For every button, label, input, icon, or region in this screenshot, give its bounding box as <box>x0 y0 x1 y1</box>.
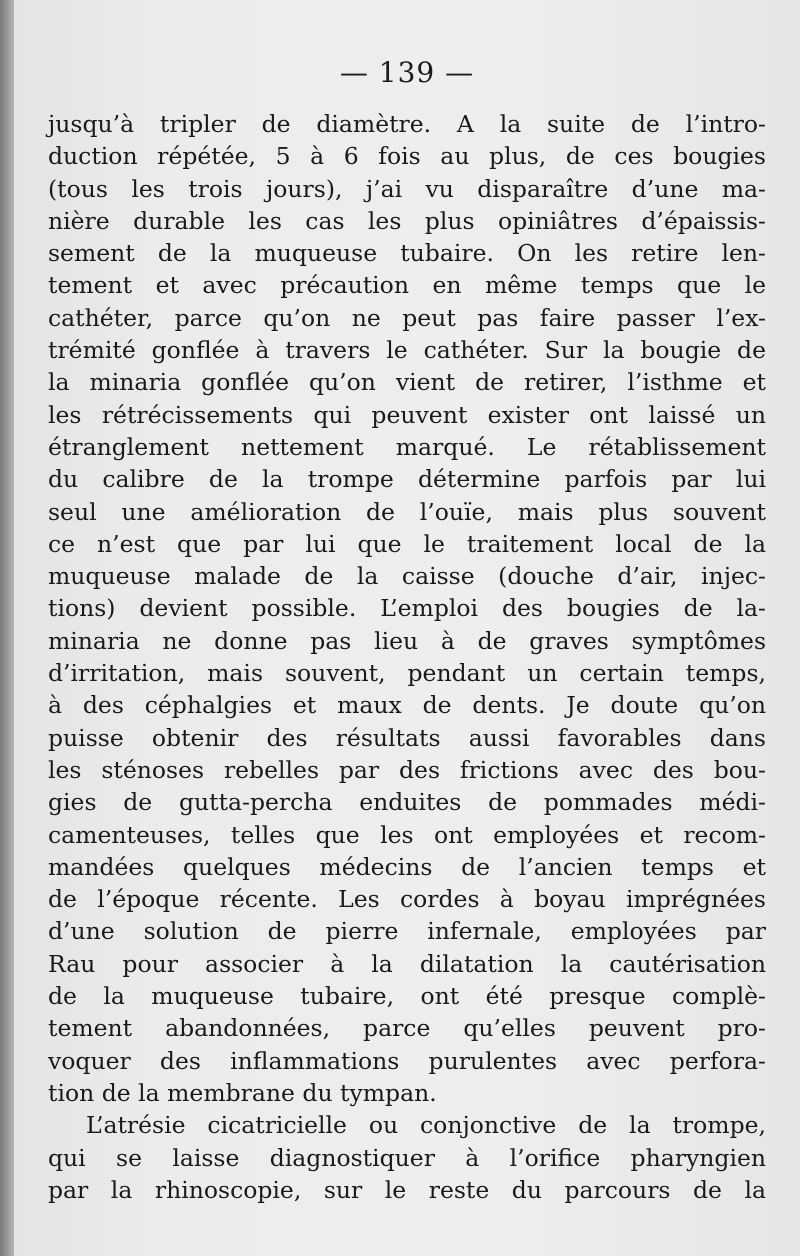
text-line: cathéter, parce qu’on ne peut pas faire passer l’ex- <box>48 303 766 332</box>
text-line: duction répétée, 5 à 6 fois au plus, de ces bougies <box>48 142 766 171</box>
text-line: puisse obtenir des résultats aussi favorables dans <box>48 723 766 752</box>
text-line: nière durable les cas les plus opiniâtres d’épaissis- <box>48 206 766 235</box>
text-line: jusqu’à tripler de diamètre. A la suite de l’intro- <box>48 110 766 138</box>
text-line: d’une solution de pierre infernale, employées par <box>48 917 766 946</box>
text-line: tement abandonnées, parce qu’elles peuvent pro- <box>48 1014 766 1043</box>
text-line: seul une amélioration de l’ouïe, mais plus souvent <box>48 497 766 526</box>
text-line: voquer des inflammations purulentes avec perfora- <box>48 1046 766 1075</box>
paragraph-start-line: L’atrésie cicatricielle ou conjonctive de la trompe, <box>86 1111 766 1140</box>
text-line: les rétrécissements qui peuvent exister ont laissé un <box>48 400 766 429</box>
text-line: par la rhinoscopie, sur le reste du parcours de la <box>48 1175 766 1204</box>
text-line: à des céphalgies et maux de dents. Je doute qu’on <box>48 691 766 720</box>
text-line: de la muqueuse tubaire, ont été presque complè- <box>48 982 766 1011</box>
text-line: d’irritation, mais souvent, pendant un certain temps, <box>48 659 766 688</box>
paragraph-end-line: tion de la membrane du tympan. <box>48 1078 437 1107</box>
page-number: — 139 — <box>339 56 475 89</box>
text-line: gies de gutta-percha enduites de pommades médi- <box>48 788 766 817</box>
text-line: (tous les trois jours), j’ai vu disparaître d’une ma- <box>48 174 766 203</box>
page-gutter-shadow <box>0 0 14 1256</box>
text-line: mandées quelques médecins de l’ancien temps et <box>48 852 766 881</box>
text-line: trémité gonflée à travers le cathéter. Sur la bougie de <box>48 336 766 365</box>
text-line: les sténoses rebelles par des frictions avec des bou- <box>48 755 766 784</box>
text-line: minaria ne donne pas lieu à de graves symptômes <box>48 626 766 655</box>
text-line: camenteuses, telles que les ont employées et recom- <box>48 820 766 849</box>
text-line: muqueuse malade de la caisse (douche d’air, injec- <box>48 562 766 591</box>
text-line: qui se laisse diagnostiquer à l’orifice pharyngien <box>48 1143 766 1172</box>
text-line: de l’époque récente. Les cordes à boyau imprégnées <box>48 885 766 914</box>
text-line: tement et avec précaution en même temps que le <box>48 271 766 300</box>
text-line: ce n’est que par lui que le traitement local de la <box>48 529 766 558</box>
text-line: du calibre de la trompe détermine parfois par lui <box>48 465 766 494</box>
text-line: étranglement nettement marqué. Le rétablissement <box>48 432 766 461</box>
book-page <box>14 0 800 1256</box>
body-text <box>48 108 766 1206</box>
text-line: Rau pour associer à la dilatation la cautérisation <box>48 949 766 978</box>
text-line: tions) devient possible. L’emploi des bougies de la- <box>48 594 766 623</box>
text-line: la minaria gonflée qu’on vient de retirer, l’isthme et <box>48 368 766 397</box>
text-line: sement de la muqueuse tubaire. On les retire len- <box>48 239 766 268</box>
